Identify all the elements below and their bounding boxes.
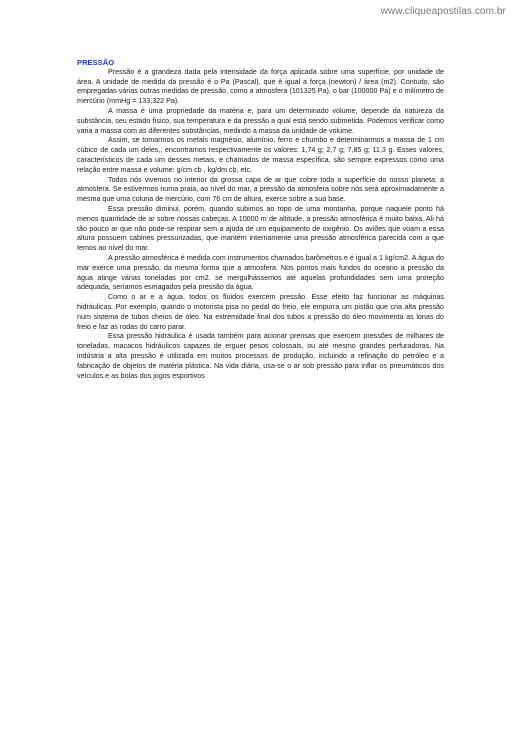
document-title: PRESSÃO <box>77 58 115 67</box>
paragraph-definition: Pressão é a grandeza dada pela intensidade da força aplicada sobre uma superfície, por unidade de área. A unidade de medida da pressão é o Pa (Pascal), que é igual a força (newton) / área (m2). Contudo, são empregadas várias outras medidas de pressão, como a atmosfera (101325 Pa), o bar (100000 Pa) e o milímetro de mercúrio (mmHg = 133,322 Pa). <box>77 67 444 106</box>
paragraph-altitude: Essa pressão diminui, porém, quando subimos ao topo de uma montanha, porque naquele ponto há menos quantidade de ar sobre nossas cabeças. A 10000 m de altitude, a pressão atmosférica é muito baixa. Ali há tão pouco ar que não pode-se respirar sem a ajuda de um equipamento de oxigênio. Os aviões que voam a essa altura possuem cabines pressurizadas, que mantém internamente uma pressão atmosférica parecida com a que temos ao nível do mar. <box>77 204 444 253</box>
paragraph-hydraulics: Essa pressão hidráulica é usada também para acionar prensas que exercem pressões de milhares de toneladas, macacos hidráulicos capazes de erguer pesos colossais, ou até mesmo grandes perfuradoras. Na indústria a alta pressão é utilizada em muitos processos de produção, incluindo a refinação do petróleo e a fabricação de objetos de matéria plástica. Na vida diária, usa-se o ar sob pressão para inflar os pneumáticos dos veículos e as bolas dos jogos esportivos <box>77 332 444 380</box>
paragraph-fluids: Como o ar e a água, todos os fluidos exercem pressão. Esse efeito faz funcionar as máquinas hidráulicas. Por exemplo, quando o motorista pisa no pedal do freio, ele empurra um pistão que cria alta pressão num sistema de tubos cheios de óleo. Na extremidade final dos tubos a pressão do óleo movimenta as lonas do freio e faz as rodas do carro parar. <box>77 293 444 331</box>
paragraph-barometer: A pressão atmosférica é medida com instrumentos chamados barômetros e é igual a 1 kg/cm2. A água do mar exerce uma pressão, da mesma forma que a atmosfera. Nos pontos mais fundos do oceano a pressão da água atinge várias toneladas por cm2. se mergulhássemos até aquelas profundidades sem uma proteção adequada, seríamos esmagados pela pressão da água. <box>77 253 444 292</box>
site-url-header: www.cliqueapostilas.com.br <box>380 6 506 17</box>
document-body <box>77 58 444 381</box>
paragraph-mass: A massa é uma propriedade da matéria e, para um determinado volume, depende da natureza da substância, seu estado físico, sua temperatura e da pressão a qual está sendo submetida. Podemos verificar como varia a massa com as diferentes substâncias, medindo a massa da unidade de volume. <box>77 106 444 135</box>
paragraph-atmosphere: Todos nós vivemos no interior da grossa capa de ar que cobre toda a superfície do nosso planeta: a atmosfera. Se estivermos numa praia, ao nível do mar, a pressão da atmosfera sobre nós será aproximadamente a mesma que uma coluna de mercúrio, com 76 cm de altura, exerce sobre a sua base. <box>77 175 444 204</box>
paragraph-specific-mass: Assim, se tomarmos os metais magnésio, alumínio, ferro e chumbo e determinarmos a massa de 1 cm cúbico de cada um deles,, encontramos respectivamente os valores: 1,74 g; 2,7 g; 7,85 g; 11,3 g. Esses valores, característicos de cada um desses metais, e chamados de massa específica, são sempre expressos como uma relação entre massa e volume: g/cm cb , kg/dm cb, etc. <box>77 136 444 174</box>
